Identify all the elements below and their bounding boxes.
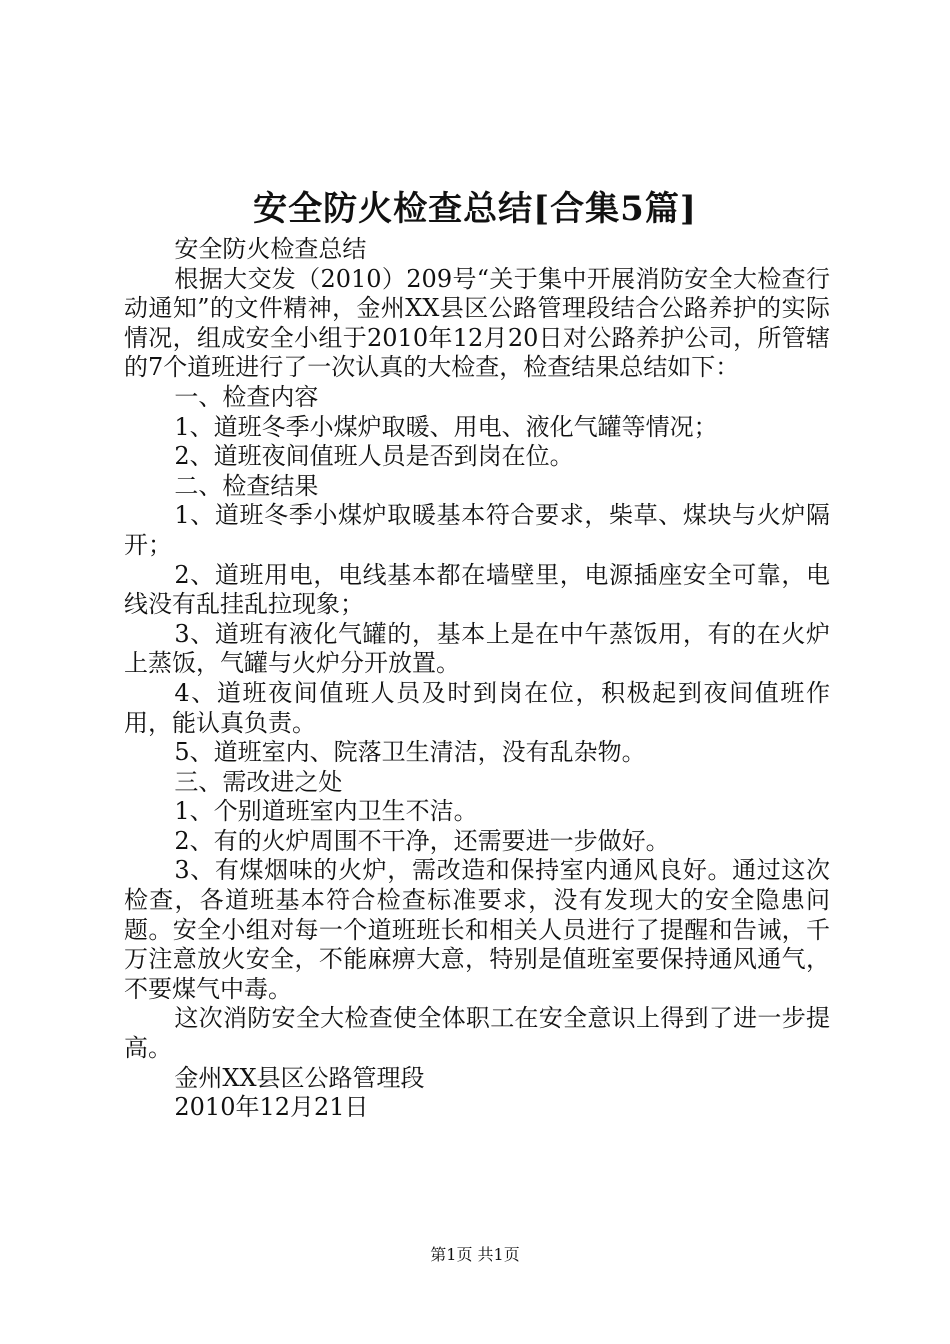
content-item-2: 2、道班夜间值班人员是否到岗在位。 [174,442,574,471]
result-item-3: 3、道班有液化气罐的，基本上是在中午蒸饭用，有的在火炉上蒸饭，气罐与火炉分开放置。 [124,619,830,678]
signature-organization: 金州XX县区公路管理段 [174,1063,425,1092]
section-heading-improvements: 三、需改进之处 [174,767,343,796]
improvement-item-1: 1、个别道班室内卫生不洁。 [174,797,478,826]
page-footer: 第1页 共1页 [430,1245,520,1264]
result-item-1: 1、道班冬季小煤炉取暖基本符合要求，柴草、煤块与火炉隔开； [124,501,830,559]
document-body [124,235,830,1123]
result-item-2: 2、道班用电，电线基本都在墙壁里，电源插座安全可靠，电线没有乱挂乱拉现象； [124,560,830,619]
paragraph-heading: 安全防火检查总结 [174,235,367,263]
section-heading-results: 二、检查结果 [174,471,319,500]
result-item-4: 4、道班夜间值班人员及时到岗在位，积极起到夜间值班作用，能认真负责。 [124,678,830,737]
content-item-1: 1、道班冬季小煤炉取暖、用电、液化气罐等情况； [174,412,718,441]
paragraph-intro: 根据大交发（2010）209号“关于集中开展消防安全大检查行动通知”的文件精神，金州XX县区公路管理段结合公路养护的实际情况，组成安全小组于2010年12月20日对公路养护公司，所管辖的7个道班进行了一次认真的大检查，检查结果总结如下： [124,264,830,382]
improvement-item-2: 2、有的火炉周围不干净，还需要进一步做好。 [174,826,670,855]
document-title: 安全防火检查总结[合集5篇] [253,189,697,229]
signature-date: 2010年12月21日 [174,1093,369,1122]
result-item-5: 5、道班室内、院落卫生清洁，没有乱杂物。 [174,738,646,767]
improvement-item-3: 3、有煤烟味的火炉，需改造和保持室内通风良好。通过这次检查，各道班基本符合检查标准要求，没有发现大的安全隐患问题。安全小组对每一个道班班长和相关人员进行了提醒和告诫，千万注意放火安全，不能麻痹大意，特别是值班室要保持通风通气，不要煤气中毒。 [124,856,830,1003]
paragraph-conclusion: 这次消防安全大检查使全体职工在安全意识上得到了进一步提高。 [124,1004,830,1063]
section-heading-content: 一、检查内容 [174,382,319,411]
